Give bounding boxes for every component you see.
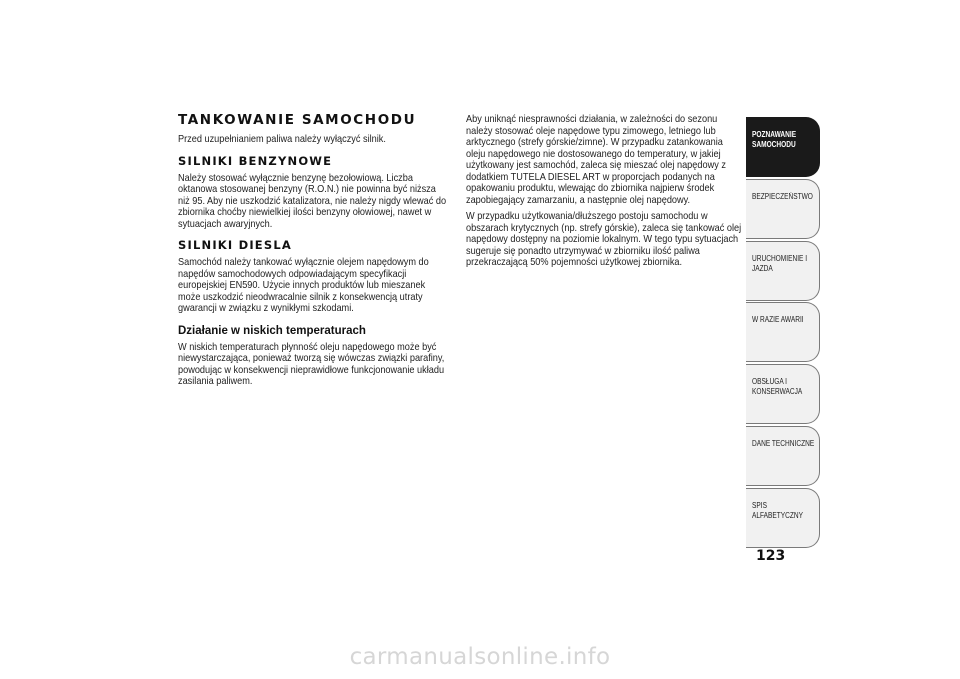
critical-areas-text: W przypadku użytkowania/dłuższego postoju samochodu w obszarach krytycznych (np. strefy górskie), zaleca się tankować olej napędowy dostępny na poziomie lokalnym. W tego typu sytuacjach sugeruje się ponadto utrzymywać w zbiorniku ilość paliwa przekraczającą 50% pojemności użytkowej zbiornika. [466, 211, 742, 268]
tab-spis-alfabetyczny[interactable] [746, 488, 820, 548]
tab-label: W RAZIE AWARII [752, 315, 804, 325]
low-temperature-text: W niskich temperaturach płynność oleju napędowego może być niewystarczająca, ponieważ tworzą się wówczas związki parafiny, powodując w konsekwencji nieprawidłowe funkcjonowanie układu zasilania paliwem. [178, 341, 445, 387]
tab-label: OBSŁUGA I KONSERWACJA [752, 377, 803, 397]
page-number: 123 [756, 548, 786, 564]
tab-label: SPIS ALFABETYCZNY [752, 500, 804, 520]
tab-obsluga-i-konserwacja[interactable] [746, 364, 820, 424]
tab-dane-techniczne[interactable] [746, 426, 820, 486]
tab-uruchomienie-i-jazda[interactable] [746, 241, 820, 301]
tab-poznawanie-samochodu[interactable] [746, 117, 820, 177]
tab-label: POZNAWANIE SAMOCHODU [752, 130, 797, 149]
diesel-engines-heading: SILNIKI DIESLA [178, 238, 292, 252]
page-title: TANKOWANIE SAMOCHODU [178, 112, 417, 128]
tab-label: BEZPIECZEŃSTWO [752, 191, 813, 201]
low-temperature-heading: Działanie w niskich temperaturach [178, 324, 366, 337]
tab-w-razie-awarii[interactable] [746, 302, 820, 362]
watermark: carmanualsonline.info [349, 644, 611, 670]
right-column [466, 114, 742, 274]
petrol-engines-text: Należy stosować wyłącznie benzynę bezołowiową. Liczba oktanowa stosowanej benzyny (R.O.N.) nie powinna być niższa niż 95. Aby nie uszkodzić katalizatora, nie należy nigdy wlewać do zbiornika choćby niewielkiej ilości benzyny ołowiowej, nawet w sytuacjach awaryjnych. [178, 172, 447, 230]
tab-label: URUCHOMIENIE I JAZDA [752, 253, 808, 273]
petrol-engines-heading: SILNIKI BENZYNOWE [178, 153, 333, 168]
intro-text: Przed uzupełnianiem paliwa należy wyłączyć silnik. [178, 134, 386, 145]
tab-label: DANE TECHNICZNE [752, 438, 815, 448]
chapter-tabs [746, 117, 820, 550]
tab-bezpieczenstwo[interactable] [746, 179, 820, 239]
seasonal-fuel-text: Aby uniknąć niesprawności działania, w zależności do sezonu należy stosować oleje napędowe typu zimowego, letniego lub arktycznego (strefy górskie/zimne). W przypadku zatankowania oleju napędowego nie dostosowanego do temperatury, w jakiej użytkowany jest samochód, zaleca się mieszać olej napędowy z dodatkiem TUTELA DIESEL ART w proporcjach podanych na opakowaniu produktu, wlewając do zbiornika najpierw środek zapobiegający zamarzaniu, a następnie olej napędowy. [466, 114, 726, 206]
diesel-engines-text: Samochód należy tankować wyłącznie olejem napędowym do napędów samochodowych odpowiadającym specyfikacji europejskiej EN590. Użycie innych produktów lub mieszanek może uszkodzić nieodwracalnie silnik z konsekwencją utraty gwarancji w związku z wynikłymi szkodami. [178, 257, 429, 314]
left-column [178, 112, 450, 394]
